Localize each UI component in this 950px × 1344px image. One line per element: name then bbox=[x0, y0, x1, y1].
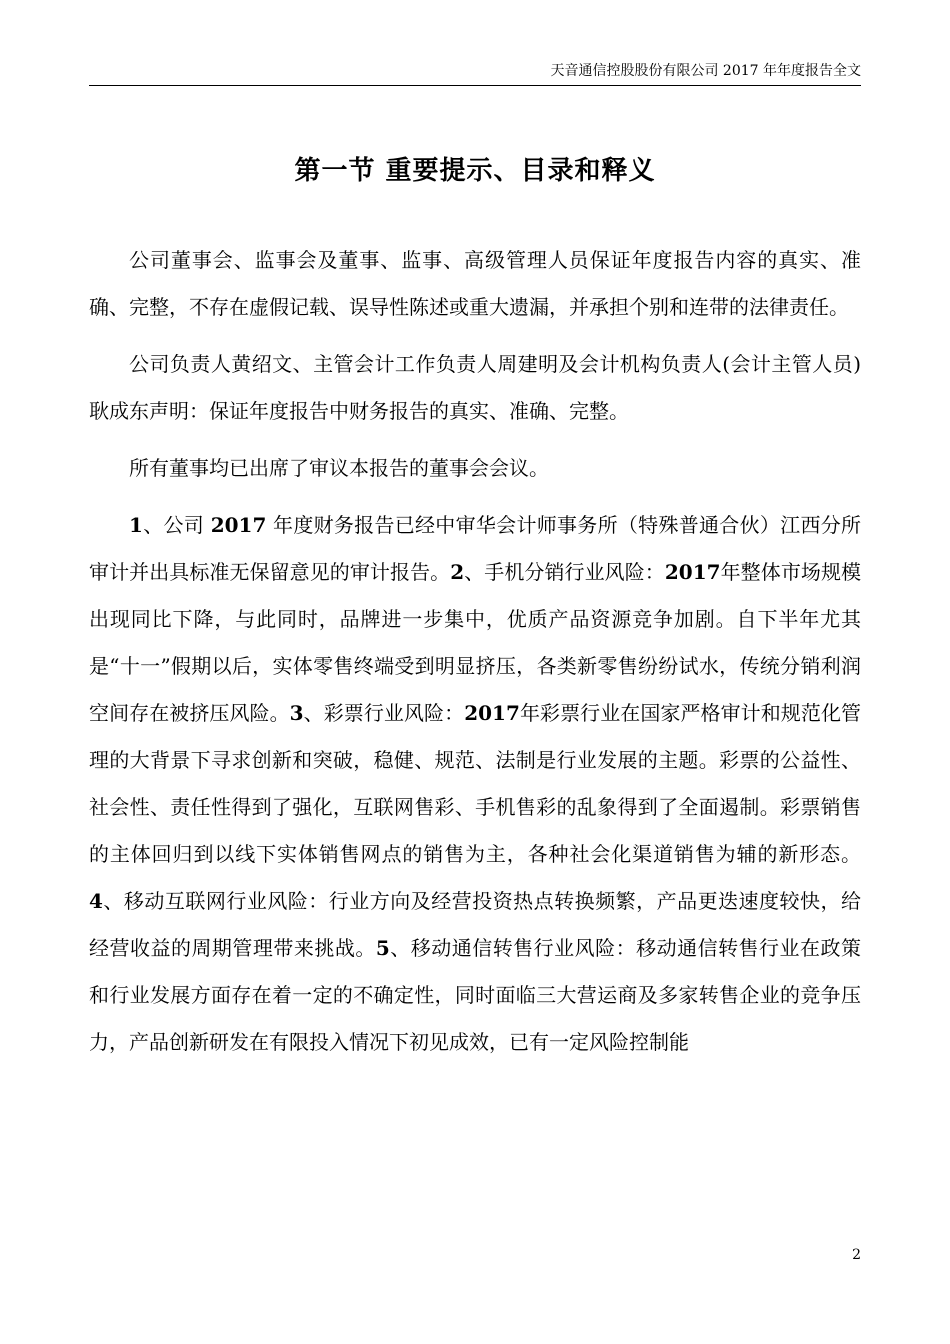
paragraph-responsibility: 公司董事会、监事会及董事、监事、高级管理人员保证年度报告内容的真实、准确、完整，不存在虚假记载、误导性陈述或重大遗漏，并承担个别和连带的法律责任。 bbox=[89, 248, 861, 319]
header-divider bbox=[89, 85, 861, 86]
section-title: 第一节 重要提示、目录和释义 bbox=[294, 156, 656, 186]
risk-number-4: 4 bbox=[89, 889, 103, 913]
year-2017: 2017 bbox=[664, 560, 721, 584]
risk-text: 、移动互联网行业风险：行业方向及经营投资热点转换频繁，产品更迭速度较快，给经营收益的周期管理带来挑战。 bbox=[89, 889, 861, 960]
risk-text: 年整体市场规模出现同比下降，与此同时，品牌进一步集中，优质产品资源竞争加剧。自下半年尤其是“十一”假期以后，实体零售终端受到明显挤压，各类新零售纷纷试水，传统分销利润空间存在被挤压风险。 bbox=[89, 560, 862, 725]
risk-text: 年度财务报告已经中审华会计师事务所（特殊普通合伙）江西分所审计并出具标准无保留意见的审计报告。 bbox=[89, 513, 862, 584]
body-text bbox=[89, 237, 861, 1076]
risk-number-5: 5 bbox=[375, 936, 390, 960]
year-2017: 2017 bbox=[210, 513, 267, 537]
paragraph-risks bbox=[89, 502, 861, 1066]
risk-text: 年彩票行业在国家严格审计和规范化管理的大背景下寻求创新和突破，稳健、规范、法制是行业发展的主题。彩票的公益性、社会性、责任性得到了强化，互联网售彩、手机售彩的乱象得到了全面遏制。彩票销售的主体回归到以线下实体销售网点的销售为主，各种社会化渠道销售为辅的新形态。 bbox=[89, 701, 862, 866]
risk-text: 、手机分销行业风险： bbox=[464, 560, 665, 584]
risk-text: 、公司 bbox=[142, 513, 211, 537]
paragraph-attendance: 所有董事均已出席了审议本报告的董事会会议。 bbox=[129, 456, 549, 480]
paragraph-declaration: 公司负责人黄绍文、主管会计工作负责人周建明及会计机构负责人(会计主管人员)耿成东声明：保证年度报告中财务报告的真实、准确、完整。 bbox=[89, 352, 861, 423]
page-number: 2 bbox=[852, 1247, 861, 1263]
risk-number-1: 1 bbox=[129, 513, 143, 537]
header-title: 天音通信控股股份有限公司 2017 年年度报告全文 bbox=[550, 63, 861, 79]
risk-text: 、彩票行业风险： bbox=[303, 701, 465, 725]
risk-number-2: 2 bbox=[450, 560, 465, 584]
risk-number-3: 3 bbox=[289, 701, 304, 725]
year-2017: 2017 bbox=[464, 701, 520, 725]
risk-text: 、移动通信转售行业风险：移动通信转售行业在政策和行业发展方面存在着一定的不确定性，同时面临三大营运商及多家转售企业的竞争压力，产品创新研发在有限投入情况下初见成效，已有一定风险控制能 bbox=[89, 936, 862, 1054]
